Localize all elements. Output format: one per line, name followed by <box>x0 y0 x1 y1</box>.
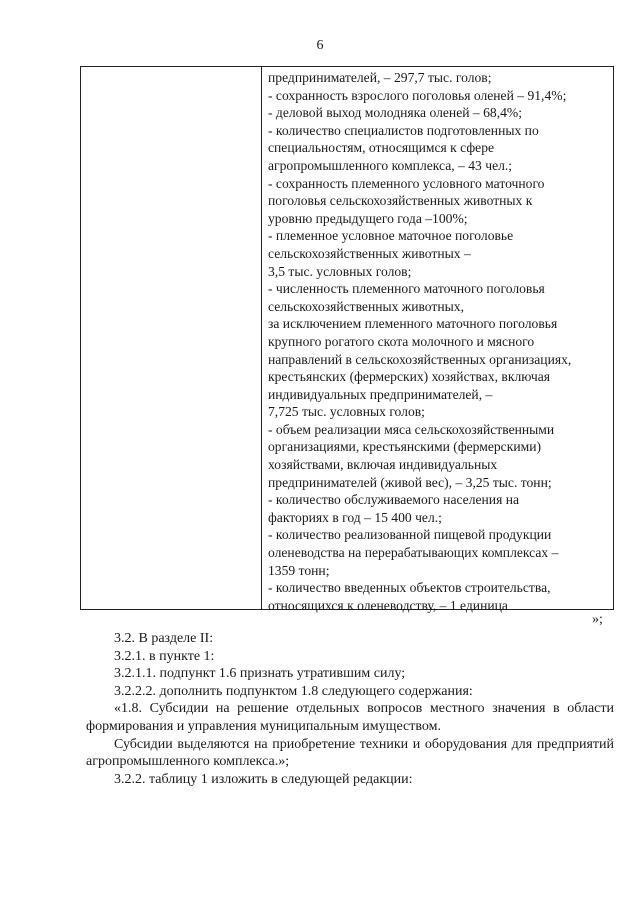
page-number: 6 <box>316 38 324 53</box>
cell-line: предпринимателей (живой вес), – 3,25 тыс. тонн; <box>268 474 552 490</box>
cell-line: направлений в сельскохозяйственных организациях, <box>268 351 572 367</box>
cell-line: организациями, крестьянскими (фермерскими) <box>268 439 542 455</box>
paragraph: 3.2.1. в пункте 1: <box>114 648 215 664</box>
paragraph: Субсидии выделяются на приобретение техники и оборудования для предприятий агропромышленного комплекса.»; <box>86 736 614 770</box>
paragraph: 3.2.2.2. дополнить подпунктом 1.8 следующего содержания: <box>114 683 473 699</box>
cell-line: - племенное условное маточное поголовье <box>268 228 514 244</box>
cell-line: специальностям, относящимся к сфере <box>268 140 495 156</box>
paragraph: «1.8. Субсидии на решение отдельных вопросов местного значения в области формирования и управления муниципальным имуществом. <box>86 701 614 734</box>
cell-line: крупного рогатого скота молочного и мясного <box>268 333 535 349</box>
cell-line: - количество обслуживаемого населения на <box>268 492 520 508</box>
cell-line: хозяйствами, включая индивидуальных <box>268 457 498 473</box>
cell-line: индивидуальных предпринимателей, – <box>268 386 493 402</box>
cell-line: - численность племенного маточного поголовья <box>268 281 545 297</box>
paragraph: 3.2. В разделе II: <box>114 631 214 646</box>
paragraph: 3.2.1.1. подпункт 1.6 признать утратившим силу; <box>114 666 406 682</box>
table-left-cell <box>81 67 262 609</box>
closing-quote-mark: »; <box>592 612 603 627</box>
indicators-table <box>80 66 614 613</box>
cell-line: - количество реализованной пищевой продукции <box>268 527 552 543</box>
cell-line: за исключением племенного маточного поголовья <box>268 316 558 332</box>
cell-line: 1359 тонн; <box>268 562 330 578</box>
cell-line: предпринимателей, – 297,7 тыс. голов; <box>268 70 492 85</box>
cell-line: агропромышленного комплекса, – 43 чел.; <box>268 157 513 173</box>
cell-line: относящихся к оленеводству, – 1 единица <box>268 597 508 613</box>
amendment-text <box>86 630 614 788</box>
cell-line: - количество введенных объектов строительства, <box>268 580 551 596</box>
table-right-cell <box>268 69 609 614</box>
cell-line: уровню предыдущего года –100%; <box>268 210 468 226</box>
cell-line: 3,5 тыс. условных голов; <box>268 263 412 279</box>
cell-line: поголовья сельскохозяйственных животных к <box>268 193 533 209</box>
cell-line: - количество специалистов подготовленных по <box>268 122 539 138</box>
cell-line: сельскохозяйственных животных, <box>268 298 464 314</box>
paragraph: 3.2.2. таблицу 1 изложить в следующей редакции: <box>114 771 413 787</box>
cell-line: крестьянских (фермерских) хозяйствах, включая <box>268 369 550 385</box>
cell-line: - сохранность племенного условного маточного <box>268 175 545 191</box>
cell-line: 7,725 тыс. условных голов; <box>268 404 425 420</box>
cell-line: сельскохозяйственных животных – <box>268 245 471 261</box>
cell-line: - деловой выход молодняка оленей – 68,4%; <box>268 105 522 121</box>
cell-line: оленеводства на перерабатывающих комплексах – <box>268 545 559 561</box>
cell-line: - сохранность взрослого поголовья оленей – 91,4%; <box>268 87 567 103</box>
cell-line: - объем реализации мяса сельскохозяйственными <box>268 421 555 437</box>
cell-line: факториях в год – 15 400 чел.; <box>268 509 442 525</box>
